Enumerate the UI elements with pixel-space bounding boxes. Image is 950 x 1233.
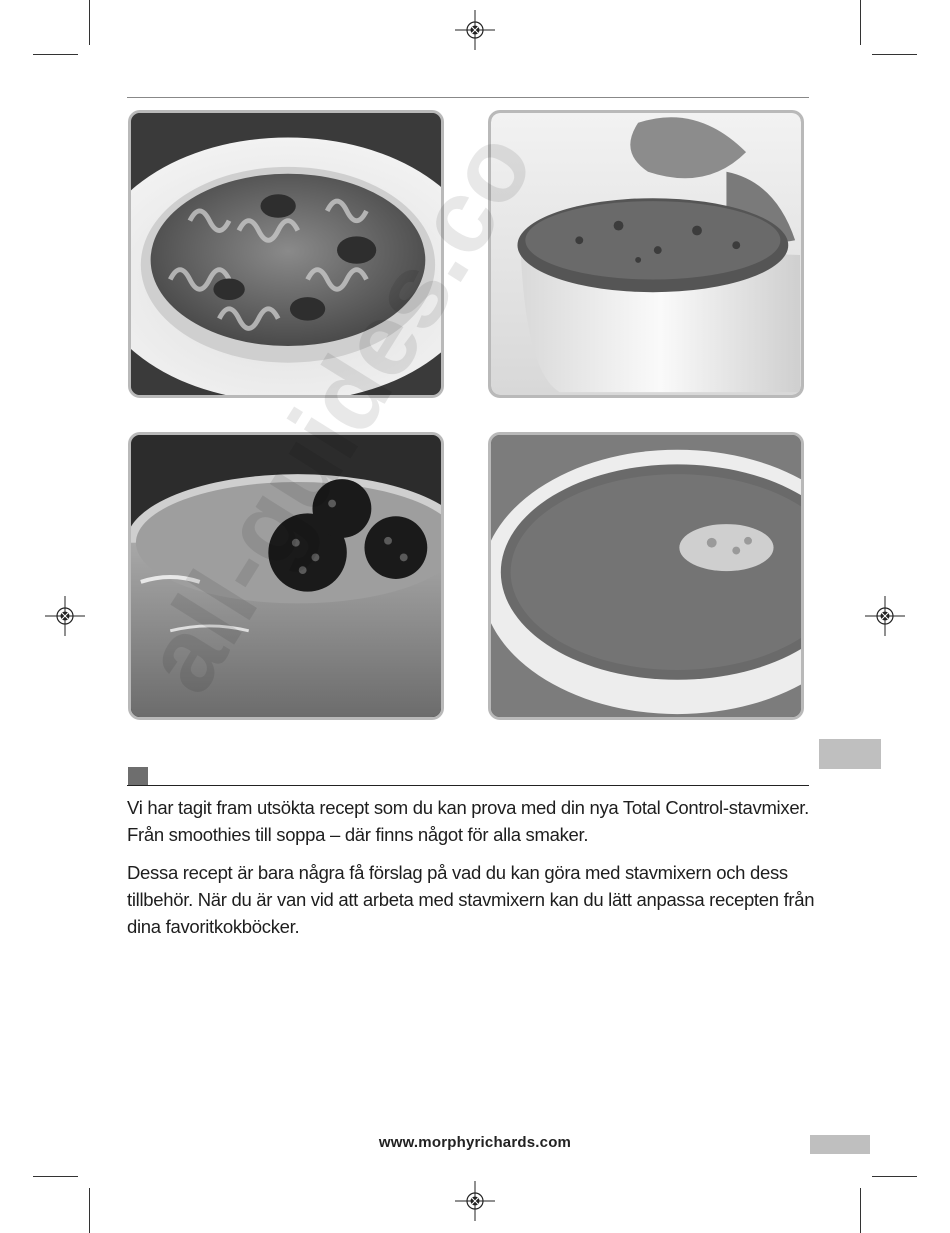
crop-mark [33,1176,78,1177]
section-rule [127,785,809,786]
language-tab [819,739,881,769]
crop-mark [89,0,90,45]
footer-url[interactable]: www.morphyrichards.com [378,1134,572,1151]
registration-mark-icon [865,596,905,636]
soup-photo [488,432,804,720]
watermark: all-guides.co [120,111,557,713]
crop-mark [860,0,861,45]
crop-mark [33,54,78,55]
intro-paragraph-2: Dessa recept är bara några få förslag på vad du kan göra med stavmixern och dess tillbehör. När du är van vid att arbeta med stavmixern kan du lätt anpassa recepten från dina favoritkokböcker. [127,862,815,937]
registration-mark-icon [455,1181,495,1221]
registration-mark-icon [455,10,495,50]
registration-mark-icon [45,596,85,636]
crop-mark [872,54,917,55]
crop-mark [872,1176,917,1177]
pesto-photo [488,110,804,398]
header-rule [127,97,809,98]
smoothie-photo [128,432,444,720]
intro-paragraph: Vi har tagit fram utsökta recept som du kan prova med din nya Total Control-stavmixer. Från smoothies till soppa – där finns något för alla smaker. [127,797,809,845]
crop-mark [89,1188,90,1233]
page-number-tab [810,1135,870,1154]
crop-mark [860,1188,861,1233]
pasta-photo [128,110,444,398]
section-marker [128,767,148,785]
